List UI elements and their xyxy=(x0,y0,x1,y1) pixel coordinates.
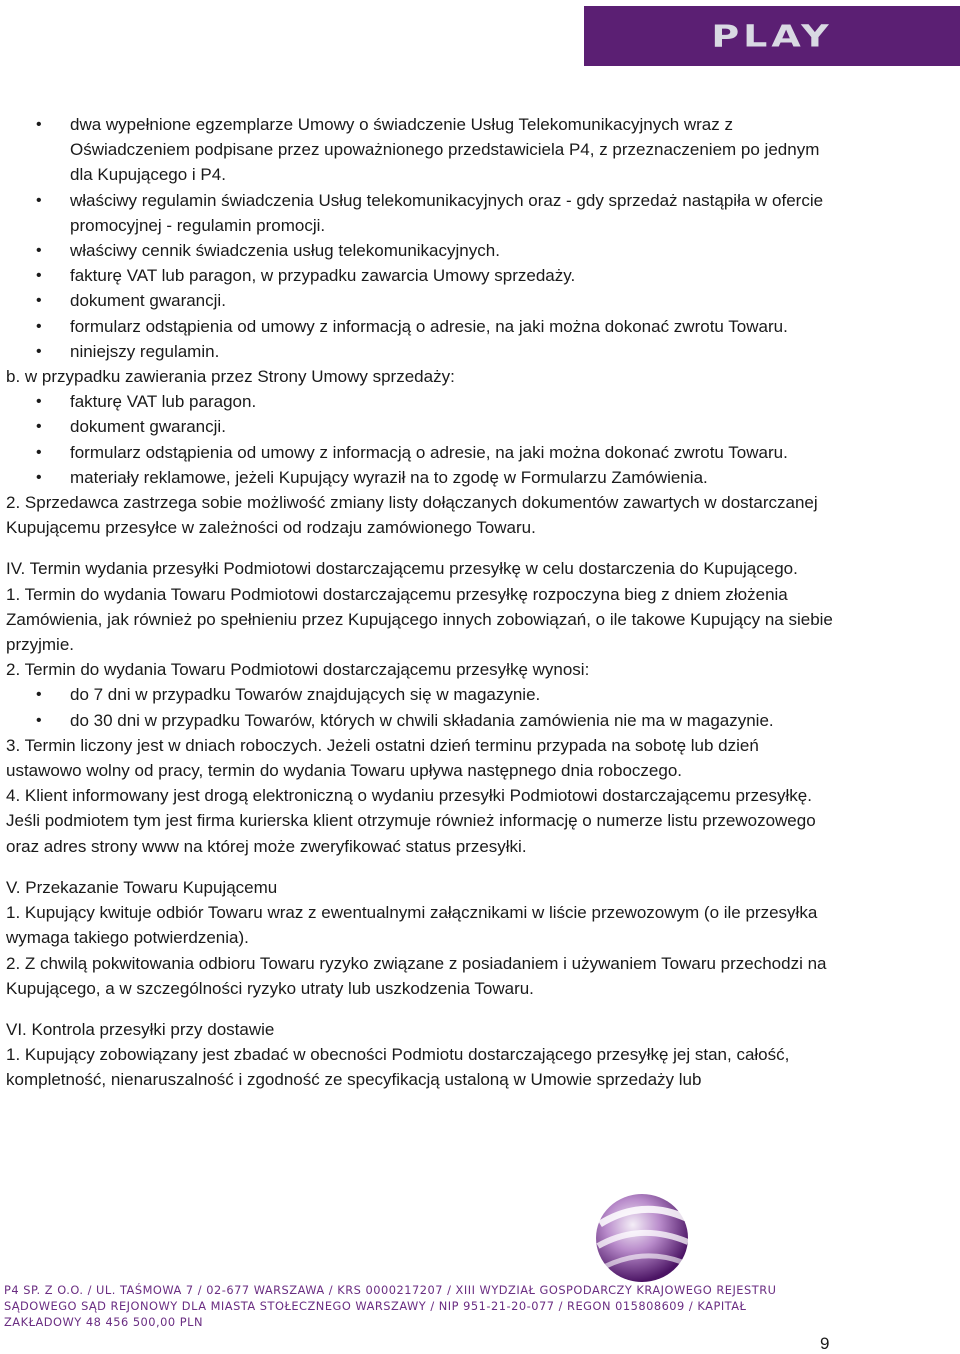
list-item: • dokument gwarancji. xyxy=(6,288,836,313)
section-v-p2: 2. Z chwilą pokwitowania odbioru Towaru ryzyko związane z posiadaniem i używaniem Towaru przechodzi na Kupującego, a w szczególności ryzyko utraty lub uszkodzenia Towaru. xyxy=(6,953,827,998)
page-number: 9 xyxy=(820,1334,830,1353)
document-body xyxy=(6,112,836,1093)
footer-line: SĄDOWEGO SĄD REJONOWY DLA MIASTA STOŁECZNEGO WARSZAWY / NIP 951-21-20-077 / REGON 015808609 / KAPITAŁ xyxy=(4,1299,747,1313)
list-item: • niniejszy regulamin. xyxy=(6,339,836,364)
list-item: • fakturę VAT lub paragon, w przypadku zawarcia Umowy sprzedaży. xyxy=(6,263,836,288)
company-footer xyxy=(4,1282,830,1330)
list-item: • dwa wypełnione egzemplarze Umowy o świadczenie Usług Telekomunikacyjnych wraz z Oświadczeniem podpisane przez upoważnionego przedstawiciela P4, z przeznaczeniem po jednym dla Kupującego i P4. xyxy=(6,112,836,188)
footer-line: P4 SP. Z O.O. / UL. TAŚMOWA 7 / 02-677 WARSZAWA / KRS 0000217207 / XIII WYDZIAŁ GOSPODARCZY KRAJOWEGO REJESTRU xyxy=(4,1283,777,1297)
section-v-title: V. Przekazanie Towaru Kupującemu xyxy=(6,877,278,897)
list-item: • formularz odstąpienia od umowy z informacją o adresie, na jaki można dokonać zwrotu Towaru. xyxy=(6,314,836,339)
section-iv-p3: 3. Termin liczony jest w dniach roboczych. Jeżeli ostatni dzień terminu przypada na sobotę lub dzień ustawowo wolny od pracy, termin do wydania Towaru upływa następnego dnia roboczego. xyxy=(6,735,759,781)
play-sphere-logo xyxy=(590,1188,694,1286)
list-b xyxy=(6,389,836,490)
paragraph-2: 2. Sprzedawca zastrzega sobie możliwość zmiany listy dołączanych dokumentów zawartych w dostarczanej Kupującemu przesyłce w zależności od rodzaju zamówionego Towaru. xyxy=(6,493,818,538)
list-item: • fakturę VAT lub paragon. xyxy=(6,389,836,414)
play-logo xyxy=(584,6,960,66)
section-iv-title: IV. Termin wydania przesyłki Podmiotowi dostarczającemu przesyłkę w celu dostarczenia do Kupującego. xyxy=(6,559,798,579)
list-item: • materiały reklamowe, jeżeli Kupujący wyraził na to zgodę w Formularzu Zamówienia. xyxy=(6,465,836,490)
section-iv-p4: 4. Klient informowany jest drogą elektroniczną o wydaniu przesyłki Podmiotowi dostarczającemu przesyłkę. Jeśli podmiotem tym jest firma kurierska klient otrzymuje również informację o numerze listu przewozowego oraz adres strony www na której może zweryfikować status przesyłki. xyxy=(6,786,816,856)
list-item: • formularz odstąpienia od umowy z informacją o adresie, na jaki można dokonać zwrotu Towaru. xyxy=(6,440,836,465)
section-v-p1: 1. Kupujący kwituje odbiór Towaru wraz z ewentualnymi załącznikami w liście przewozowym (o ile przesyłka wymaga takiego potwierdzenia). xyxy=(6,903,818,948)
list-item: • właściwy cennik świadczenia usług telekomunikacyjnych. xyxy=(6,238,836,263)
section-vi-p1: 1. Kupujący zobowiązany jest zbadać w obecności Podmiotu dostarczającego przesyłkę jej stan, całość, kompletność, nienaruszalność i zgodność ze specyfikacją ustaloną w Umowie sprzedaży lub xyxy=(6,1045,790,1090)
footer-line: ZAKŁADOWY 48 456 500,00 PLN xyxy=(4,1315,204,1329)
list-item: • do 30 dni w przypadku Towarów, których w chwili składania zamówienia nie ma w magazynie. xyxy=(6,708,836,733)
list-item: • dokument gwarancji. xyxy=(6,414,836,439)
section-iv-p2: 2. Termin do wydania Towaru Podmiotowi dostarczającemu przesyłkę wynosi: xyxy=(6,660,590,680)
heading-b: b. w przypadku zawierania przez Strony Umowy sprzedaży: xyxy=(6,367,455,387)
logo-text: PLAY xyxy=(711,18,833,54)
list-a xyxy=(6,112,836,364)
section-iv-p1: 1. Termin do wydania Towaru Podmiotowi dostarczającemu przesyłkę rozpoczyna bieg z dniem złożenia Zamówienia, jak również po spełnieniu przez Kupującego innych zobowiązań, o ile takowe Kupujący na siebie przyjmie. xyxy=(6,584,833,655)
list-item: • do 7 dni w przypadku Towarów znajdujących się w magazynie. xyxy=(6,682,836,707)
section-vi-title: VI. Kontrola przesyłki przy dostawie xyxy=(6,1019,275,1039)
list-item: • właściwy regulamin świadczenia Usług telekomunikacyjnych oraz - gdy sprzedaż nastąpiła w ofercie promocyjnej - regulamin promocji. xyxy=(6,188,836,238)
